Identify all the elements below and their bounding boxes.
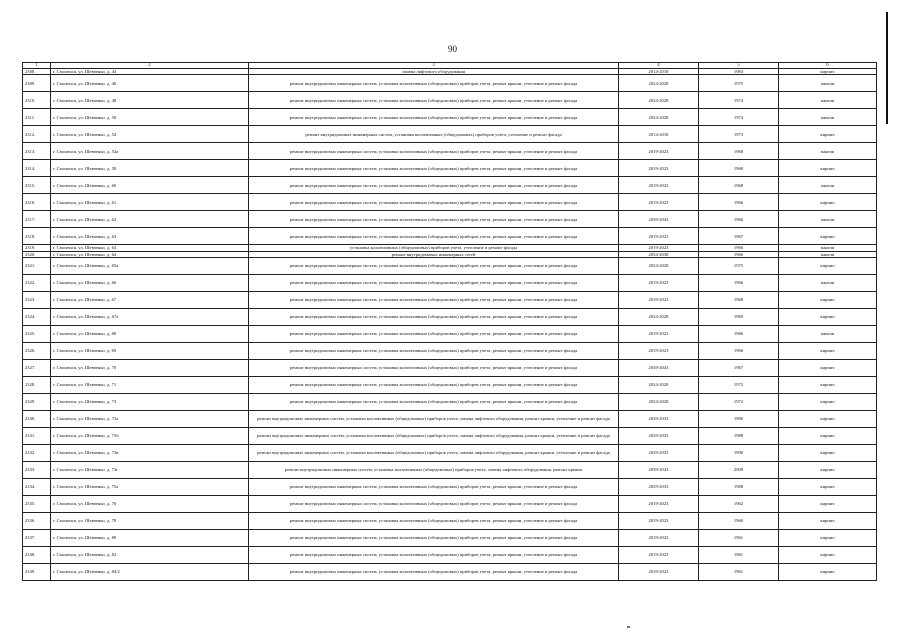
row-number: 2319.	[23, 245, 51, 251]
build-year-cell: 1969	[699, 308, 779, 325]
period-cell: 2019-2023	[619, 274, 699, 291]
period-cell: 2029-2033	[619, 427, 699, 444]
table-row	[23, 478, 877, 495]
work-type-cell: ремонт внутридомовых инженерных систем, установка коллективных (общедомовых) приборов учета, ремонт крыши, утепление и ремонт фасада	[249, 177, 619, 194]
wall-material-cell: кирпич	[779, 512, 877, 529]
row-number: 2316.	[23, 194, 51, 211]
table-row	[23, 75, 877, 92]
build-year-cell: 1960	[699, 512, 779, 529]
address-cell: г. Смоленск, ул. Шевченко, д. 62	[51, 211, 249, 228]
period-cell: 2019-2023	[619, 546, 699, 563]
period-cell: 2019-2023	[619, 228, 699, 245]
address-cell: г. Смоленск, ул. Шевченко, д. 50	[51, 109, 249, 126]
work-type-cell: ремонт внутридомовых инженерных систем, установка коллективных (общедомовых) приборов учета, ремонт крыши, утепление и ремонт фасада	[249, 393, 619, 410]
row-number: 2337.	[23, 529, 51, 546]
wall-material-cell: кирпич	[779, 291, 877, 308]
build-year-cell: 1984	[699, 69, 779, 75]
work-type-cell: установка коллективных (общедомовых) приборов учета, утепление и ремонт фасада	[249, 245, 619, 251]
header-cell: 1	[23, 63, 51, 69]
row-number: 2325.	[23, 325, 51, 342]
wall-material-cell: панели	[779, 143, 877, 160]
address-cell: г. Смоленск, ул. Шевченко, д. 75а	[51, 478, 249, 495]
table-row	[23, 461, 877, 478]
wall-material-cell: панели	[779, 251, 877, 257]
row-number: 2336.	[23, 512, 51, 529]
row-number: 2320.	[23, 251, 51, 257]
work-type-cell: ремонт внутридомовых инженерных систем, установка коллективных (общедомовых) приборов учета, замена лифтового оборудования, ремонт крыши, утепление и ремонт фасада	[249, 427, 619, 444]
work-type-cell: ремонт внутридомовых инженерных систем, установка коллективных (общедомовых) приборов учета, замена лифтового оборудования, ремонт крыши, утепление и ремонт фасада	[249, 444, 619, 461]
address-cell: г. Смоленск, ул. Шевченко, д. 52	[51, 126, 249, 143]
table-row	[23, 546, 877, 563]
wall-material-cell: кирпич	[779, 376, 877, 393]
period-cell: 2019-2023	[619, 160, 699, 177]
wall-material-cell: кирпич	[779, 308, 877, 325]
table-row	[23, 359, 877, 376]
address-cell: г. Смоленск, ул. Шевченко, д. 84/2	[51, 563, 249, 580]
table-row	[23, 194, 877, 211]
row-number: 2310.	[23, 92, 51, 109]
scan-artifact	[627, 626, 630, 628]
table-row	[23, 444, 877, 461]
wall-material-cell: панели	[779, 75, 877, 92]
wall-material-cell: кирпич	[779, 393, 877, 410]
row-number: 2335.	[23, 495, 51, 512]
table-row	[23, 160, 877, 177]
period-cell: 2019-2023	[619, 563, 699, 580]
row-number: 2321.	[23, 257, 51, 274]
work-type-cell: ремонт внутридомовых инженерных систем, установка коллективных (общедомовых) приборов учета, ремонт крыши, утепление и ремонт фасада	[249, 529, 619, 546]
period-cell: 2024-2028	[619, 92, 699, 109]
row-number: 2330.	[23, 410, 51, 427]
wall-material-cell: кирпич	[779, 461, 877, 478]
wall-material-cell: кирпич	[779, 359, 877, 376]
build-year-cell: 1968	[699, 160, 779, 177]
table-row	[23, 308, 877, 325]
address-cell: г. Смоленск, ул. Шевченко, д. 76	[51, 495, 249, 512]
table-row	[23, 177, 877, 194]
build-year-cell: 1988	[699, 478, 779, 495]
period-cell: 2024-2028	[619, 393, 699, 410]
wall-material-cell: кирпич	[779, 478, 877, 495]
wall-material-cell: панели	[779, 245, 877, 251]
work-type-cell: ремонт внутридомовых инженерных систем, установка коллективных (общедомовых) приборов учета, ремонт крыши, утепление и ремонт фасада	[249, 257, 619, 274]
build-year-cell: 1990	[699, 444, 779, 461]
work-type-cell: ремонт внутридомовых инженерных систем, установка коллективных (общедомовых) приборов учета, ремонт крыши, утепление и ремонт фасада	[249, 211, 619, 228]
build-year-cell: 1962	[699, 495, 779, 512]
work-type-cell: ремонт внутридомовых инженерных систем, установка коллективных (общедомовых) приборов учета, ремонт крыши, утепление и ремонт фасада	[249, 478, 619, 495]
work-type-cell: ремонт внутридомовых инженерных систем, установка коллективных (общедомовых) приборов учета, ремонт крыши, утепление и ремонт фасада	[249, 359, 619, 376]
wall-material-cell: кирпич	[779, 495, 877, 512]
build-year-cell: 1966	[699, 274, 779, 291]
header-cell: 2	[51, 63, 249, 69]
period-cell: 2024-2028	[619, 376, 699, 393]
address-cell: г. Смоленск, ул. Шевченко, д. 60	[51, 177, 249, 194]
header-cell: 4	[619, 63, 699, 69]
period-cell: 2019-2023	[619, 245, 699, 251]
work-type-cell: ремонт внутридомовых инженерных систем, установка коллективных (общедомовых) приборов учета, ремонт крыши, утепление и ремонт фасада	[249, 512, 619, 529]
row-number: 2334.	[23, 478, 51, 495]
period-cell: 2024-2028	[619, 308, 699, 325]
address-cell: г. Смоленск, ул. Шевченко, д. 71	[51, 376, 249, 393]
work-type-cell: ремонт внутридомовых инженерных систем, установка коллективных (общедомовых) приборов учета, ремонт крыши, утепление и ремонт фасада	[249, 308, 619, 325]
wall-material-cell: кирпич	[779, 444, 877, 461]
build-year-cell: 1990	[699, 410, 779, 427]
build-year-cell: 1988	[699, 427, 779, 444]
address-cell: г. Смоленск, ул. Шевченко, д. 46	[51, 75, 249, 92]
period-cell: 2024-2028	[619, 109, 699, 126]
table-body	[23, 63, 877, 581]
build-year-cell: 1961	[699, 563, 779, 580]
address-cell: г. Смоленск, ул. Шевченко, д. 70	[51, 359, 249, 376]
wall-material-cell: кирпич	[779, 126, 877, 143]
address-cell: г. Смоленск, ул. Шевченко, д. 58	[51, 160, 249, 177]
row-number: 2333.	[23, 461, 51, 478]
header-cell: 5	[699, 63, 779, 69]
period-cell: 2024-2028	[619, 75, 699, 92]
period-cell: 2039-2043	[619, 359, 699, 376]
period-cell: 2019-2023	[619, 177, 699, 194]
table-row	[23, 529, 877, 546]
address-cell: г. Смоленск, ул. Шевченко, д. 73а	[51, 410, 249, 427]
period-cell: 2034-2038	[619, 251, 699, 257]
header-cell: 3	[249, 63, 619, 69]
build-year-cell: 1966	[699, 245, 779, 251]
wall-material-cell: кирпич	[779, 546, 877, 563]
row-number: 2314.	[23, 160, 51, 177]
table-row	[23, 342, 877, 359]
build-year-cell: 1961	[699, 529, 779, 546]
row-number: 2318.	[23, 228, 51, 245]
address-cell: г. Смоленск, ул. Шевченко, д. 66	[51, 274, 249, 291]
row-number: 2338.	[23, 546, 51, 563]
table-row	[23, 393, 877, 410]
wall-material-cell: кирпич	[779, 228, 877, 245]
work-type-cell: ремонт внутридомовых инженерных систем, установка коллективных (общедомовых) приборов учета, ремонт крыши, утепление и ремонт фасада	[249, 92, 619, 109]
row-number: 2308	[23, 69, 51, 75]
work-type-cell: ремонт внутридомовых инженерных систем, установка коллективных (общедомовых) приборов учета, ремонт крыши, утепление и ремонт фасада	[249, 274, 619, 291]
address-cell: г. Смоленск, ул. Шевченко, д. 61	[51, 194, 249, 211]
wall-material-cell: кирпич	[779, 160, 877, 177]
work-type-cell: ремонт внутридомовых инженерных сетей	[249, 251, 619, 257]
address-cell: г. Смоленск, ул. Шевченко, д. 73г	[51, 461, 249, 478]
table-row	[23, 109, 877, 126]
period-cell: 2039-2043	[619, 461, 699, 478]
row-number: 2327.	[23, 359, 51, 376]
period-cell: 2014-2018	[619, 69, 699, 75]
row-number: 2322.	[23, 274, 51, 291]
row-number: 2339.	[23, 563, 51, 580]
work-type-cell: ремонт внутридомовых инженерных систем, установка коллективных (общедомовых) приборов учета, ремонт крыши, утепление и ремонт фасада	[249, 495, 619, 512]
row-number: 2326.	[23, 342, 51, 359]
capital-repair-table	[22, 62, 877, 581]
work-type-cell: ремонт внутридомовых инженерных систем, установка коллективных (общедомовых) приборов учета, ремонт крыши, утепление и ремонт фасада	[249, 143, 619, 160]
row-number: 2328.	[23, 376, 51, 393]
table-row	[23, 257, 877, 274]
row-number: 2313.	[23, 143, 51, 160]
build-year-cell: 1961	[699, 546, 779, 563]
period-cell: 2019-2023	[619, 143, 699, 160]
row-number: 2317.	[23, 211, 51, 228]
wall-material-cell: кирпич	[779, 342, 877, 359]
work-type-cell: ремонт внутридомовых инженерных систем, установка коллективных (общедомовых) приборов учета, ремонт крыши, утепление и ремонт фасада	[249, 376, 619, 393]
table-row	[23, 495, 877, 512]
work-type-cell: ремонт внутридомовых инженерных систем, установка коллективных (общедомовых) приборов учета, ремонт крыши, утепление и ремонт фасада	[249, 194, 619, 211]
address-cell: г. Смоленск, ул. Шевченко, д. 67	[51, 291, 249, 308]
row-number: 2315.	[23, 177, 51, 194]
build-year-cell: 1968	[699, 291, 779, 308]
address-cell: г. Смоленск, ул. Шевченко, д. 73б	[51, 427, 249, 444]
period-cell: 2029-2033	[619, 444, 699, 461]
address-cell: г. Смоленск, ул. Шевченко, д. 82	[51, 546, 249, 563]
row-number: 2329.	[23, 393, 51, 410]
work-type-cell: ремонт внутридомовых инженерных систем, установка коллективных (общедомовых) приборов учета, ремонт крыши, утепление и ремонт фасада	[249, 75, 619, 92]
address-cell: г. Смоленск, ул. Шевченко, д. 78	[51, 512, 249, 529]
period-cell: 2019-2023	[619, 291, 699, 308]
address-cell: г. Смоленск, ул. Шевченко, д. 65а	[51, 257, 249, 274]
table-row	[23, 126, 877, 143]
address-cell: г. Смоленск, ул. Шевченко, д. 80	[51, 529, 249, 546]
work-type-cell: ремонт внутридомовых инженерных систем, установка коллективных (общедомовых) приборов учета, ремонт крыши, утепление и ремонт фасада	[249, 563, 619, 580]
period-cell: 2029-2033	[619, 478, 699, 495]
address-cell: г. Смоленск, ул. Шевченко, д. 54а	[51, 143, 249, 160]
build-year-cell: 1967	[699, 359, 779, 376]
wall-material-cell: кирпич	[779, 69, 877, 75]
build-year-cell: 1968	[699, 177, 779, 194]
build-year-cell: 2008	[699, 461, 779, 478]
row-number: 2312.	[23, 126, 51, 143]
row-number: 2309.	[23, 75, 51, 92]
address-cell: г. Смоленск, ул. Шевченко, д. 64	[51, 251, 249, 257]
table-row	[23, 274, 877, 291]
wall-material-cell: панели	[779, 211, 877, 228]
row-number: 2323.	[23, 291, 51, 308]
table-row	[23, 427, 877, 444]
table-row	[23, 291, 877, 308]
build-year-cell: 1975	[699, 75, 779, 92]
period-cell: 2039-2043	[619, 211, 699, 228]
address-cell: г. Смоленск, ул. Шевченко, д. 73	[51, 393, 249, 410]
table-row	[23, 92, 877, 109]
address-cell: г. Смоленск, ул. Шевченко, д. 69	[51, 342, 249, 359]
build-year-cell: 1975	[699, 257, 779, 274]
period-cell: 2019-2023	[619, 194, 699, 211]
row-number: 2324.	[23, 308, 51, 325]
work-type-cell: ремонт внутридомовых инженерных систем, установка коллективных (общедомовых) приборов учета, ремонт крыши, утепление и ремонт фасада	[249, 160, 619, 177]
table-row	[23, 512, 877, 529]
build-year-cell: 1972	[699, 376, 779, 393]
address-cell: г. Смоленск, ул. Шевченко, д. 44	[51, 69, 249, 75]
work-type-cell: ремонт внутридомовых инженерных систем, установка коллективных (общедомовых) приборов учета, ремонт крыши, утепление и ремонт фасада	[249, 325, 619, 342]
wall-material-cell: кирпич	[779, 427, 877, 444]
address-cell: г. Смоленск, ул. Шевченко, д. 68	[51, 325, 249, 342]
address-cell: г. Смоленск, ул. Шевченко, д. 63	[51, 228, 249, 245]
wall-material-cell: кирпич	[779, 563, 877, 580]
period-cell: 2029-2033	[619, 410, 699, 427]
build-year-cell: 1966	[699, 251, 779, 257]
build-year-cell: 1967	[699, 228, 779, 245]
build-year-cell: 1972	[699, 393, 779, 410]
period-cell: 2019-2023	[619, 495, 699, 512]
work-type-cell: замена лифтового оборудования	[249, 69, 619, 75]
wall-material-cell: кирпич	[779, 410, 877, 427]
address-cell: г. Смоленск, ул. Шевченко, д. 48	[51, 92, 249, 109]
work-type-cell: ремонт внутридомовых инженерных систем, установка коллективных (общедомовых) приборов учета, замена лифтового оборудования, ремонт крыши, утепление и ремонт фасада	[249, 410, 619, 427]
table-row	[23, 143, 877, 160]
address-cell: г. Смоленск, ул. Шевченко, д. 64	[51, 245, 249, 251]
build-year-cell: 1966	[699, 194, 779, 211]
margin-rule	[886, 12, 888, 124]
build-year-cell: 1966	[699, 342, 779, 359]
work-type-cell: ремонт внутридомовых инженерных систем, установка коллективных (общедомовых) приборов учета, утепление и ремонт фасада	[249, 126, 619, 143]
build-year-cell: 1966	[699, 325, 779, 342]
work-type-cell: ремонт внутридомовых инженерных систем, установка коллективных (общедомовых) приборов учета, ремонт крыши, утепление и ремонт фасада	[249, 546, 619, 563]
table-row	[23, 211, 877, 228]
period-cell: 2024-2028	[619, 257, 699, 274]
period-cell: 2019-2023	[619, 342, 699, 359]
table-row	[23, 376, 877, 393]
table-row	[23, 325, 877, 342]
row-number: 2332.	[23, 444, 51, 461]
work-type-cell: ремонт внутридомовых инженерных систем, установка коллективных (общедомовых) приборов учета, ремонт крыши, утепление и ремонт фасада	[249, 291, 619, 308]
wall-material-cell: панели	[779, 325, 877, 342]
build-year-cell: 1968	[699, 143, 779, 160]
work-type-cell: ремонт внутридомовых инженерных систем, установка коллективных (общедомовых) приборов учета, ремонт крыши, утепление и ремонт фасада	[249, 109, 619, 126]
wall-material-cell: панели	[779, 274, 877, 291]
work-type-cell: ремонт внутридомовых инженерных систем, установка коллективных (общедомовых) приборов учета, ремонт крыши, утепление и ремонт фасада	[249, 228, 619, 245]
table-row	[23, 410, 877, 427]
work-type-cell: ремонт внутридомовых инженерных систем, установка коллективных (общедомовых) приборов учета, замена лифтового оборудования, ремонт крыши	[249, 461, 619, 478]
header-cell: 6	[779, 63, 877, 69]
work-type-cell: ремонт внутридомовых инженерных систем, установка коллективных (общедомовых) приборов учета, ремонт крыши, утепление и ремонт фасада	[249, 342, 619, 359]
build-year-cell: 1966	[699, 211, 779, 228]
page-number: 90	[448, 44, 457, 54]
wall-material-cell: кирпич	[779, 194, 877, 211]
address-cell: г. Смоленск, ул. Шевченко, д. 73в	[51, 444, 249, 461]
address-cell: г. Смоленск, ул. Шевченко, д. 67а	[51, 308, 249, 325]
period-cell: 2019-2023	[619, 529, 699, 546]
wall-material-cell: панели	[779, 109, 877, 126]
table-row	[23, 228, 877, 245]
period-cell: 2019-2023	[619, 325, 699, 342]
wall-material-cell: кирпич	[779, 529, 877, 546]
wall-material-cell: панели	[779, 92, 877, 109]
period-cell: 2014-2018	[619, 126, 699, 143]
build-year-cell: 1974	[699, 92, 779, 109]
period-cell: 2019-2023	[619, 512, 699, 529]
table-row	[23, 563, 877, 580]
row-number: 2311.	[23, 109, 51, 126]
row-number: 2331.	[23, 427, 51, 444]
build-year-cell: 1974	[699, 109, 779, 126]
build-year-cell: 1973	[699, 126, 779, 143]
wall-material-cell: панели	[779, 177, 877, 194]
wall-material-cell: кирпич	[779, 257, 877, 274]
